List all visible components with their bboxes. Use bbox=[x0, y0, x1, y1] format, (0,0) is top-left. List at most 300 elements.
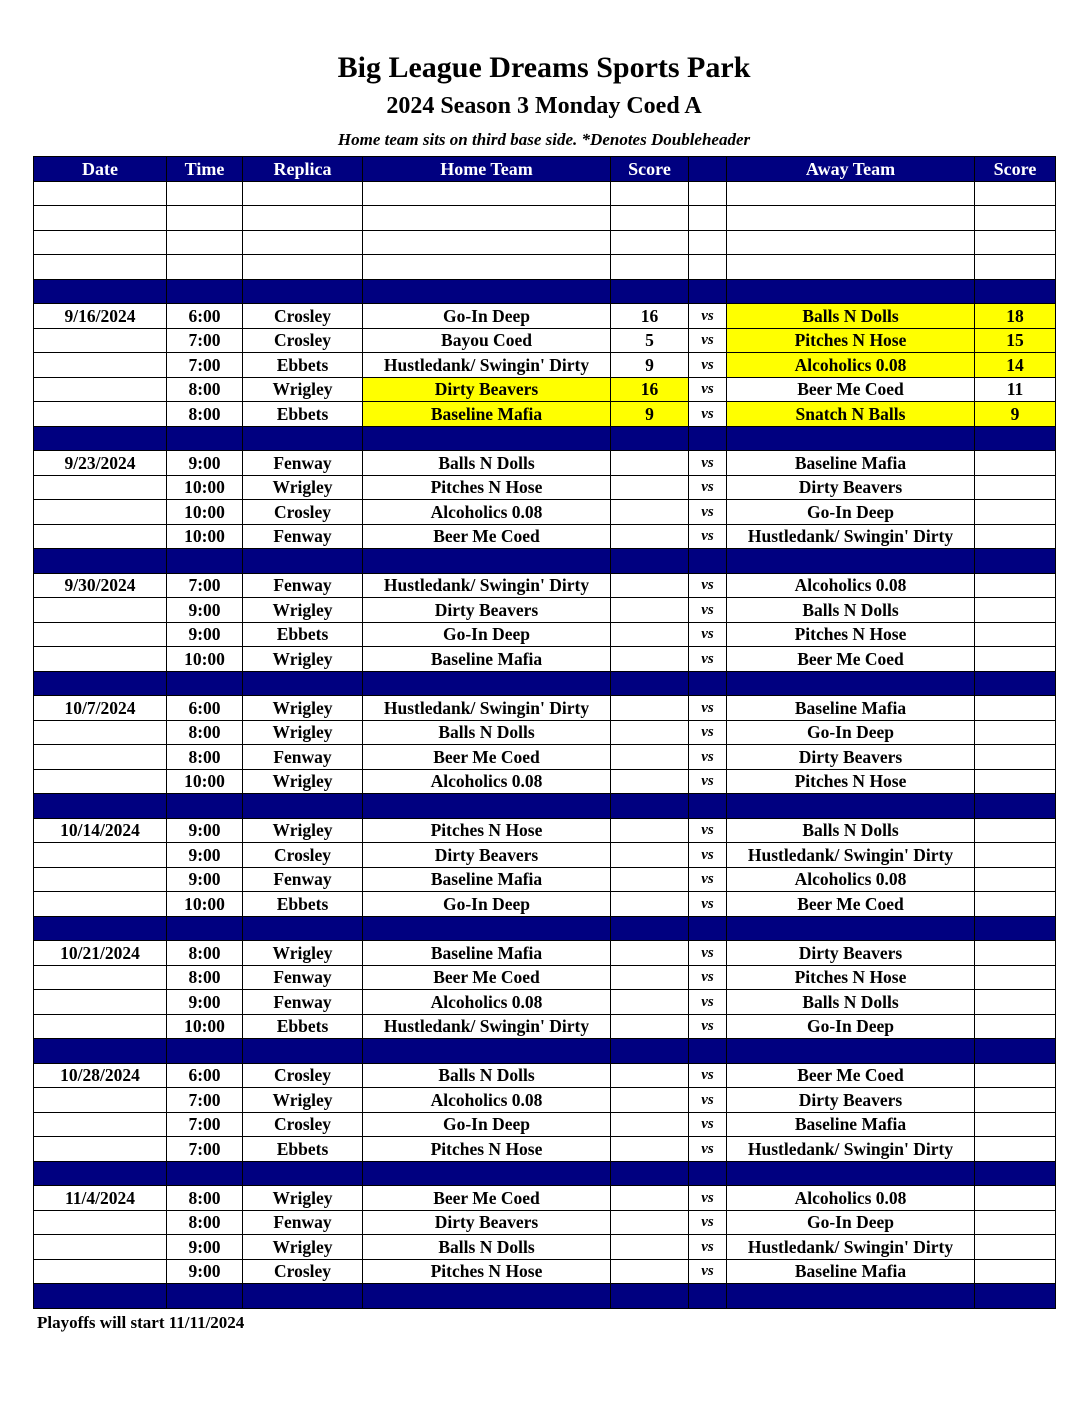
vs-label: vs bbox=[689, 402, 727, 427]
away-team: Go-In Deep bbox=[727, 1210, 975, 1235]
week-separator-row bbox=[34, 1039, 1056, 1064]
separator-cell bbox=[167, 279, 243, 304]
empty-cell bbox=[727, 181, 975, 206]
away-score bbox=[975, 500, 1056, 525]
away-team: Beer Me Coed bbox=[727, 892, 975, 917]
home-score bbox=[611, 475, 689, 500]
game-field: Wrigley bbox=[243, 1186, 363, 1211]
page-title: Big League Dreams Sports Park bbox=[337, 51, 751, 84]
game-time: 8:00 bbox=[167, 720, 243, 745]
game-time: 9:00 bbox=[167, 990, 243, 1015]
away-score bbox=[975, 475, 1056, 500]
separator-cell bbox=[727, 1039, 975, 1064]
game-field: Crosley bbox=[243, 1063, 363, 1088]
game-field: Wrigley bbox=[243, 598, 363, 623]
game-time: 8:00 bbox=[167, 402, 243, 427]
game-date bbox=[34, 1259, 167, 1284]
separator-cell bbox=[727, 916, 975, 941]
week-separator-row bbox=[34, 1284, 1056, 1309]
game-time: 8:00 bbox=[167, 941, 243, 966]
separator-cell bbox=[727, 426, 975, 451]
game-time: 8:00 bbox=[167, 745, 243, 770]
home-score bbox=[611, 745, 689, 770]
vs-label: vs bbox=[689, 965, 727, 990]
empty-cell bbox=[167, 206, 243, 231]
game-date bbox=[34, 892, 167, 917]
away-score bbox=[975, 1186, 1056, 1211]
empty-cell bbox=[34, 230, 167, 255]
away-team: Dirty Beavers bbox=[727, 745, 975, 770]
game-row bbox=[34, 1112, 1056, 1137]
home-score bbox=[611, 451, 689, 476]
empty-cell bbox=[611, 181, 689, 206]
col-home-score-header: Score bbox=[611, 157, 689, 182]
away-team: Alcoholics 0.08 bbox=[727, 867, 975, 892]
separator-cell bbox=[611, 671, 689, 696]
game-time: 10:00 bbox=[167, 500, 243, 525]
separator-cell bbox=[34, 671, 167, 696]
away-team: Dirty Beavers bbox=[727, 475, 975, 500]
away-score: 9 bbox=[975, 402, 1056, 427]
away-team: Dirty Beavers bbox=[727, 1088, 975, 1113]
game-row bbox=[34, 622, 1056, 647]
separator-cell bbox=[611, 426, 689, 451]
home-team: Alcoholics 0.08 bbox=[363, 990, 611, 1015]
separator-cell bbox=[34, 549, 167, 574]
vs-label: vs bbox=[689, 941, 727, 966]
empty-cell bbox=[689, 181, 727, 206]
separator-cell bbox=[689, 1161, 727, 1186]
separator-cell bbox=[689, 671, 727, 696]
schedule-table bbox=[33, 156, 1056, 1309]
separator-cell bbox=[34, 426, 167, 451]
empty-row bbox=[34, 206, 1056, 231]
separator-cell bbox=[243, 279, 363, 304]
home-score bbox=[611, 990, 689, 1015]
home-team: Go-In Deep bbox=[363, 892, 611, 917]
separator-cell bbox=[689, 426, 727, 451]
home-team: Dirty Beavers bbox=[363, 598, 611, 623]
game-field: Crosley bbox=[243, 1259, 363, 1284]
empty-cell bbox=[363, 206, 611, 231]
vs-label: vs bbox=[689, 622, 727, 647]
vs-label: vs bbox=[689, 720, 727, 745]
game-time: 9:00 bbox=[167, 598, 243, 623]
separator-cell bbox=[611, 549, 689, 574]
game-row bbox=[34, 1259, 1056, 1284]
game-date bbox=[34, 1235, 167, 1260]
empty-cell bbox=[167, 181, 243, 206]
away-score bbox=[975, 1088, 1056, 1113]
game-field: Wrigley bbox=[243, 1235, 363, 1260]
away-score bbox=[975, 1259, 1056, 1284]
home-score bbox=[611, 1014, 689, 1039]
away-team: Beer Me Coed bbox=[727, 1063, 975, 1088]
game-field: Crosley bbox=[243, 304, 363, 329]
away-team: Hustledank/ Swingin' Dirty bbox=[727, 1137, 975, 1162]
game-time: 10:00 bbox=[167, 1014, 243, 1039]
vs-label: vs bbox=[689, 1088, 727, 1113]
away-team: Alcoholics 0.08 bbox=[727, 1186, 975, 1211]
col-time-header: Time bbox=[167, 157, 243, 182]
empty-cell bbox=[243, 181, 363, 206]
away-team: Pitches N Hose bbox=[727, 965, 975, 990]
game-date bbox=[34, 1137, 167, 1162]
game-date bbox=[34, 353, 167, 378]
game-date bbox=[34, 745, 167, 770]
separator-cell bbox=[34, 794, 167, 819]
empty-cell bbox=[243, 255, 363, 280]
game-date bbox=[34, 1112, 167, 1137]
game-time: 10:00 bbox=[167, 769, 243, 794]
game-date bbox=[34, 867, 167, 892]
game-date: 10/21/2024 bbox=[34, 941, 167, 966]
empty-cell bbox=[363, 230, 611, 255]
home-score: 5 bbox=[611, 328, 689, 353]
header-row bbox=[34, 157, 1056, 182]
game-field: Fenway bbox=[243, 867, 363, 892]
away-team: Beer Me Coed bbox=[727, 377, 975, 402]
separator-cell bbox=[689, 1284, 727, 1309]
home-score bbox=[611, 892, 689, 917]
away-score: 18 bbox=[975, 304, 1056, 329]
game-time: 7:00 bbox=[167, 573, 243, 598]
game-time: 9:00 bbox=[167, 867, 243, 892]
vs-label: vs bbox=[689, 1112, 727, 1137]
game-row bbox=[34, 1088, 1056, 1113]
home-team: Baseline Mafia bbox=[363, 402, 611, 427]
game-time: 6:00 bbox=[167, 1063, 243, 1088]
away-score bbox=[975, 745, 1056, 770]
home-score bbox=[611, 965, 689, 990]
game-time: 10:00 bbox=[167, 475, 243, 500]
separator-cell bbox=[975, 426, 1056, 451]
vs-label: vs bbox=[689, 1014, 727, 1039]
game-field: Crosley bbox=[243, 500, 363, 525]
empty-cell bbox=[34, 206, 167, 231]
away-team: Balls N Dolls bbox=[727, 598, 975, 623]
separator-cell bbox=[611, 1039, 689, 1064]
home-score bbox=[611, 1210, 689, 1235]
week-separator-row bbox=[34, 279, 1056, 304]
separator-cell bbox=[689, 279, 727, 304]
vs-label: vs bbox=[689, 304, 727, 329]
home-team: Alcoholics 0.08 bbox=[363, 500, 611, 525]
game-time: 9:00 bbox=[167, 843, 243, 868]
game-field: Ebbets bbox=[243, 402, 363, 427]
empty-cell bbox=[975, 206, 1056, 231]
away-team: Baseline Mafia bbox=[727, 451, 975, 476]
game-row bbox=[34, 475, 1056, 500]
away-score bbox=[975, 1210, 1056, 1235]
home-score bbox=[611, 524, 689, 549]
col-away-score-header: Score bbox=[975, 157, 1056, 182]
away-score bbox=[975, 1137, 1056, 1162]
away-score: 15 bbox=[975, 328, 1056, 353]
away-score bbox=[975, 965, 1056, 990]
separator-cell bbox=[167, 1039, 243, 1064]
home-score bbox=[611, 500, 689, 525]
home-team: Baseline Mafia bbox=[363, 867, 611, 892]
away-score bbox=[975, 892, 1056, 917]
home-score bbox=[611, 573, 689, 598]
home-score bbox=[611, 941, 689, 966]
home-score bbox=[611, 843, 689, 868]
vs-label: vs bbox=[689, 769, 727, 794]
game-field: Ebbets bbox=[243, 1137, 363, 1162]
game-field: Wrigley bbox=[243, 769, 363, 794]
separator-cell bbox=[363, 1039, 611, 1064]
empty-cell bbox=[167, 230, 243, 255]
game-time: 9:00 bbox=[167, 818, 243, 843]
home-team: Pitches N Hose bbox=[363, 475, 611, 500]
home-team: Go-In Deep bbox=[363, 304, 611, 329]
separator-cell bbox=[975, 1161, 1056, 1186]
separator-cell bbox=[689, 794, 727, 819]
separator-cell bbox=[975, 794, 1056, 819]
game-field: Fenway bbox=[243, 745, 363, 770]
empty-cell bbox=[34, 255, 167, 280]
week-separator-row bbox=[34, 916, 1056, 941]
empty-cell bbox=[363, 255, 611, 280]
game-row bbox=[34, 892, 1056, 917]
home-team: Alcoholics 0.08 bbox=[363, 1088, 611, 1113]
home-score bbox=[611, 1112, 689, 1137]
home-team: Beer Me Coed bbox=[363, 965, 611, 990]
away-team: Pitches N Hose bbox=[727, 622, 975, 647]
empty-cell bbox=[975, 181, 1056, 206]
away-team: Pitches N Hose bbox=[727, 328, 975, 353]
game-row bbox=[34, 843, 1056, 868]
separator-cell bbox=[727, 1161, 975, 1186]
game-field: Crosley bbox=[243, 1112, 363, 1137]
game-date: 10/14/2024 bbox=[34, 818, 167, 843]
game-time: 6:00 bbox=[167, 696, 243, 721]
vs-label: vs bbox=[689, 1063, 727, 1088]
game-row bbox=[34, 818, 1056, 843]
separator-cell bbox=[727, 1284, 975, 1309]
game-date bbox=[34, 1088, 167, 1113]
game-time: 9:00 bbox=[167, 1235, 243, 1260]
away-score bbox=[975, 451, 1056, 476]
game-row bbox=[34, 1063, 1056, 1088]
game-field: Fenway bbox=[243, 1210, 363, 1235]
empty-cell bbox=[727, 230, 975, 255]
away-team: Snatch N Balls bbox=[727, 402, 975, 427]
empty-cell bbox=[689, 206, 727, 231]
game-row bbox=[34, 867, 1056, 892]
game-field: Wrigley bbox=[243, 696, 363, 721]
separator-cell bbox=[243, 1161, 363, 1186]
empty-cell bbox=[363, 181, 611, 206]
home-team: Hustledank/ Swingin' Dirty bbox=[363, 1014, 611, 1039]
separator-cell bbox=[727, 671, 975, 696]
away-team: Baseline Mafia bbox=[727, 696, 975, 721]
empty-cell bbox=[975, 230, 1056, 255]
game-date bbox=[34, 647, 167, 672]
away-score bbox=[975, 818, 1056, 843]
game-field: Fenway bbox=[243, 451, 363, 476]
vs-label: vs bbox=[689, 451, 727, 476]
separator-cell bbox=[243, 671, 363, 696]
game-field: Wrigley bbox=[243, 720, 363, 745]
away-score bbox=[975, 867, 1056, 892]
away-team: Go-In Deep bbox=[727, 1014, 975, 1039]
game-date bbox=[34, 598, 167, 623]
home-team: Hustledank/ Swingin' Dirty bbox=[363, 573, 611, 598]
game-row bbox=[34, 500, 1056, 525]
playoffs-note: Playoffs will start 11/11/2024 bbox=[37, 1313, 245, 1332]
game-row bbox=[34, 769, 1056, 794]
game-date bbox=[34, 500, 167, 525]
home-score: 16 bbox=[611, 304, 689, 329]
separator-cell bbox=[611, 1161, 689, 1186]
away-team: Baseline Mafia bbox=[727, 1259, 975, 1284]
week-separator-row bbox=[34, 549, 1056, 574]
home-team-note: Home team sits on third base side. *Denotes Doubleheader bbox=[337, 130, 751, 149]
separator-cell bbox=[975, 916, 1056, 941]
home-team: Alcoholics 0.08 bbox=[363, 769, 611, 794]
game-row bbox=[34, 1186, 1056, 1211]
game-date bbox=[34, 965, 167, 990]
game-time: 7:00 bbox=[167, 1088, 243, 1113]
game-time: 9:00 bbox=[167, 1259, 243, 1284]
game-row bbox=[34, 965, 1056, 990]
separator-cell bbox=[167, 916, 243, 941]
home-score bbox=[611, 647, 689, 672]
vs-label: vs bbox=[689, 377, 727, 402]
home-score bbox=[611, 867, 689, 892]
game-row bbox=[34, 696, 1056, 721]
separator-cell bbox=[975, 1284, 1056, 1309]
game-time: 9:00 bbox=[167, 451, 243, 476]
week-separator-row bbox=[34, 794, 1056, 819]
separator-cell bbox=[727, 279, 975, 304]
away-score bbox=[975, 769, 1056, 794]
empty-cell bbox=[167, 255, 243, 280]
separator-cell bbox=[34, 916, 167, 941]
away-score bbox=[975, 941, 1056, 966]
away-score bbox=[975, 622, 1056, 647]
season-subtitle: 2024 Season 3 Monday Coed A bbox=[386, 93, 702, 119]
away-team: Hustledank/ Swingin' Dirty bbox=[727, 843, 975, 868]
col-vs-header bbox=[689, 157, 727, 182]
away-team: Baseline Mafia bbox=[727, 1112, 975, 1137]
game-time: 9:00 bbox=[167, 622, 243, 647]
game-date: 9/16/2024 bbox=[34, 304, 167, 329]
away-team: Balls N Dolls bbox=[727, 304, 975, 329]
game-row bbox=[34, 745, 1056, 770]
away-team: Balls N Dolls bbox=[727, 818, 975, 843]
away-score bbox=[975, 1014, 1056, 1039]
away-team: Dirty Beavers bbox=[727, 941, 975, 966]
week-separator-row bbox=[34, 1161, 1056, 1186]
home-team: Baseline Mafia bbox=[363, 941, 611, 966]
vs-label: vs bbox=[689, 500, 727, 525]
separator-cell bbox=[727, 794, 975, 819]
game-row bbox=[34, 1014, 1056, 1039]
away-team: Pitches N Hose bbox=[727, 769, 975, 794]
game-row bbox=[34, 1137, 1056, 1162]
game-time: 7:00 bbox=[167, 1112, 243, 1137]
empty-row bbox=[34, 255, 1056, 280]
separator-cell bbox=[34, 1161, 167, 1186]
game-time: 7:00 bbox=[167, 353, 243, 378]
separator-cell bbox=[167, 671, 243, 696]
game-date: 11/4/2024 bbox=[34, 1186, 167, 1211]
game-field: Fenway bbox=[243, 990, 363, 1015]
separator-cell bbox=[975, 279, 1056, 304]
game-row bbox=[34, 451, 1056, 476]
away-score bbox=[975, 720, 1056, 745]
game-date bbox=[34, 720, 167, 745]
home-score bbox=[611, 1186, 689, 1211]
vs-label: vs bbox=[689, 745, 727, 770]
vs-label: vs bbox=[689, 475, 727, 500]
game-field: Fenway bbox=[243, 573, 363, 598]
game-date bbox=[34, 769, 167, 794]
game-time: 10:00 bbox=[167, 892, 243, 917]
game-field: Ebbets bbox=[243, 1014, 363, 1039]
vs-label: vs bbox=[689, 1259, 727, 1284]
separator-cell bbox=[611, 279, 689, 304]
game-date bbox=[34, 402, 167, 427]
game-date bbox=[34, 328, 167, 353]
away-team: Alcoholics 0.08 bbox=[727, 573, 975, 598]
separator-cell bbox=[363, 549, 611, 574]
vs-label: vs bbox=[689, 328, 727, 353]
game-time: 7:00 bbox=[167, 328, 243, 353]
home-team: Hustledank/ Swingin' Dirty bbox=[363, 353, 611, 378]
vs-label: vs bbox=[689, 1186, 727, 1211]
away-score: 11 bbox=[975, 377, 1056, 402]
game-date: 10/28/2024 bbox=[34, 1063, 167, 1088]
away-score bbox=[975, 1112, 1056, 1137]
game-field: Wrigley bbox=[243, 647, 363, 672]
game-date bbox=[34, 622, 167, 647]
game-row bbox=[34, 402, 1056, 427]
empty-row bbox=[34, 181, 1056, 206]
separator-cell bbox=[167, 549, 243, 574]
game-time: 8:00 bbox=[167, 1186, 243, 1211]
home-score bbox=[611, 818, 689, 843]
game-field: Wrigley bbox=[243, 475, 363, 500]
home-score bbox=[611, 1063, 689, 1088]
vs-label: vs bbox=[689, 573, 727, 598]
home-score bbox=[611, 769, 689, 794]
home-score bbox=[611, 598, 689, 623]
empty-cell bbox=[611, 206, 689, 231]
game-field: Wrigley bbox=[243, 818, 363, 843]
separator-cell bbox=[363, 671, 611, 696]
home-team: Go-In Deep bbox=[363, 1112, 611, 1137]
away-team: Hustledank/ Swingin' Dirty bbox=[727, 1235, 975, 1260]
game-time: 8:00 bbox=[167, 965, 243, 990]
game-field: Wrigley bbox=[243, 377, 363, 402]
away-team: Go-In Deep bbox=[727, 720, 975, 745]
game-field: Ebbets bbox=[243, 622, 363, 647]
separator-cell bbox=[363, 426, 611, 451]
away-score bbox=[975, 696, 1056, 721]
away-score bbox=[975, 647, 1056, 672]
home-score bbox=[611, 1088, 689, 1113]
game-row bbox=[34, 720, 1056, 745]
game-time: 10:00 bbox=[167, 647, 243, 672]
game-date: 10/7/2024 bbox=[34, 696, 167, 721]
vs-label: vs bbox=[689, 1210, 727, 1235]
separator-cell bbox=[727, 549, 975, 574]
game-date bbox=[34, 1014, 167, 1039]
